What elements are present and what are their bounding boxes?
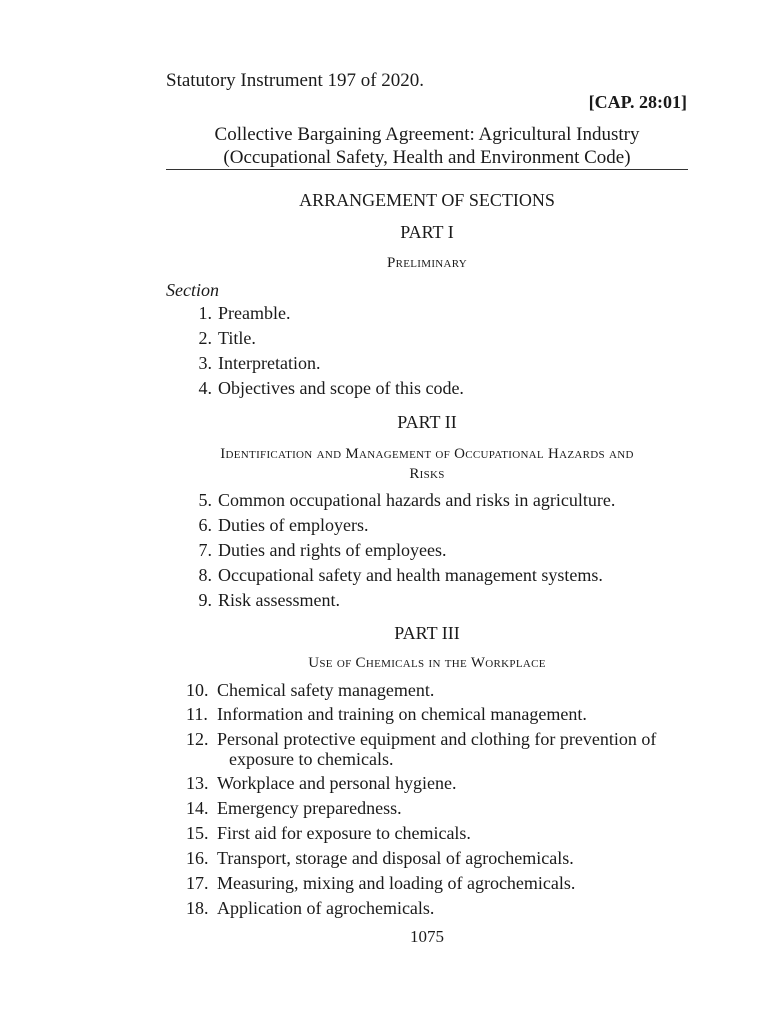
item-text: Transport, storage and disposal of agrochemicals.: [217, 848, 574, 868]
item-text: Duties and rights of employees.: [218, 540, 447, 560]
page-number: 1075: [410, 927, 444, 946]
chapter-reference: [CAP. 28:01]: [588, 92, 687, 112]
list-item: [186, 823, 471, 844]
list-item: [181, 590, 340, 611]
item-text: Information and training on chemical management.: [217, 704, 587, 724]
part-heading: PART II: [397, 412, 457, 432]
section-column-label: Section: [166, 280, 219, 300]
list-item: [181, 378, 464, 399]
list-item: [181, 490, 615, 511]
list-item: [186, 848, 574, 869]
list-item: [181, 515, 368, 536]
item-text: Title.: [218, 328, 256, 348]
list-item: [186, 898, 434, 919]
item-number: 7.: [198, 540, 212, 560]
list-item: [181, 303, 290, 324]
list-item: [186, 773, 456, 794]
item-text: Measuring, mixing and loading of agrochemicals.: [217, 873, 576, 893]
item-text: Chemical safety management.: [217, 680, 435, 700]
item-number: 12.: [186, 729, 209, 749]
item-number: 8.: [198, 565, 212, 585]
item-number: 10.: [186, 680, 209, 700]
part-subheading: Preliminary: [386, 255, 468, 271]
document-title-line2: (Occupational Safety, Health and Environment Code): [223, 147, 631, 168]
item-number: 4.: [198, 378, 212, 398]
item-text: Interpretation.: [218, 353, 321, 373]
item-number: 2.: [198, 328, 212, 348]
item-number: 9.: [198, 590, 212, 610]
item-text: Emergency preparedness.: [217, 798, 402, 818]
item-text: Risk assessment.: [218, 590, 341, 610]
list-item: [186, 704, 587, 725]
part-subheading: Identification and Management of Occupational Hazards and: [220, 446, 634, 462]
item-text: Objectives and scope of this code.: [218, 378, 464, 398]
arrangement-heading: ARRANGEMENT OF SECTIONS: [299, 190, 555, 210]
item-number: 13.: [186, 773, 209, 793]
list-item: [181, 353, 320, 374]
part-heading: PART I: [400, 222, 454, 242]
item-text: Common occupational hazards and risks in agriculture.: [218, 490, 616, 510]
item-number: 17.: [186, 873, 209, 893]
list-item: [181, 540, 446, 561]
item-number: 5.: [198, 490, 212, 510]
item-number: 15.: [186, 823, 209, 843]
item-text-cont: exposure to chemicals.: [229, 749, 394, 769]
list-item: [181, 565, 603, 586]
part-subheading-cont: Risks: [409, 466, 445, 482]
list-item: [186, 873, 575, 894]
item-text: Application of agrochemicals.: [217, 898, 435, 918]
item-number: 6.: [198, 515, 212, 535]
item-text: Personal protective equipment and clothing for prevention of: [217, 729, 657, 749]
instrument-number: Statutory Instrument 197 of 2020.: [166, 70, 425, 91]
list-item: [181, 328, 256, 349]
item-text: Preamble.: [218, 303, 291, 323]
item-number: 14.: [186, 798, 209, 818]
list-item: [186, 729, 656, 750]
item-number: 3.: [198, 353, 212, 373]
part-subheading: Use of Chemicals in the Workplace: [308, 655, 546, 671]
part-heading: PART III: [394, 623, 460, 643]
item-number: 1.: [198, 303, 212, 323]
item-number: 11.: [186, 704, 208, 724]
list-item: [186, 798, 402, 819]
item-text: Workplace and personal hygiene.: [217, 773, 457, 793]
item-number: 18.: [186, 898, 209, 918]
title-divider: [166, 169, 688, 170]
item-text: First aid for exposure to chemicals.: [217, 823, 471, 843]
list-item: [186, 680, 434, 701]
item-text: Duties of employers.: [218, 515, 369, 535]
item-text: Occupational safety and health management systems.: [218, 565, 603, 585]
item-number: 16.: [186, 848, 209, 868]
document-title-line1: Collective Bargaining Agreement: Agricultural Industry: [214, 124, 640, 145]
